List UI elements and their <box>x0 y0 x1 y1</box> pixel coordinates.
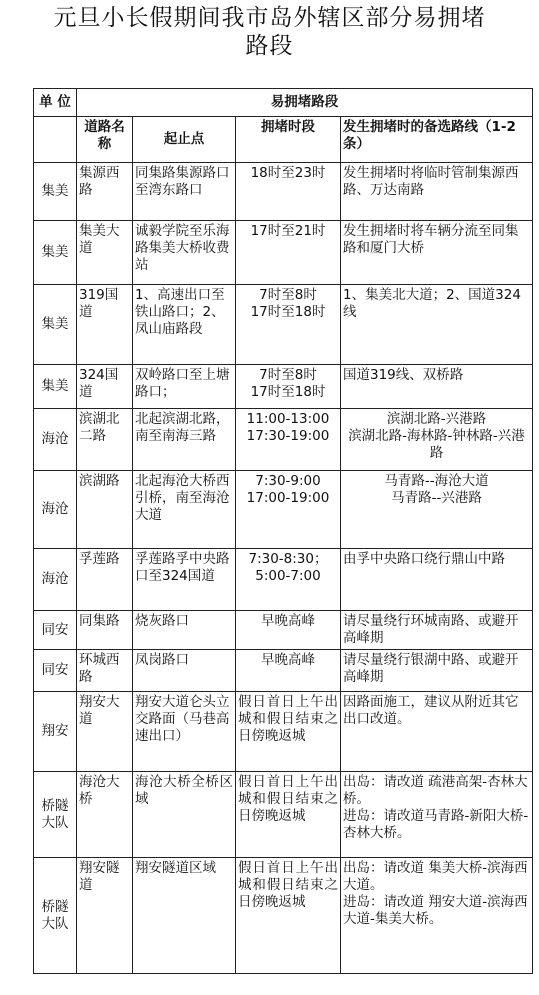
row-road-name: 滨湖北二路 <box>77 409 133 471</box>
row-time: 7时至8时 17时至18时 <box>236 285 341 365</box>
row-unit: 桥隧大队 <box>34 858 77 974</box>
row-alt-route: 滨湖北路-兴港路 滨湖北路-海林路-钟林路-兴港路 <box>341 409 533 471</box>
row-unit: 海沧 <box>34 471 77 549</box>
row-alt-route: 发生拥堵时将车辆分流至同集路和厦门大桥 <box>341 221 533 285</box>
row-alt-route: 1、集美北大道；2、国道324线 <box>341 285 533 365</box>
row-road-name: 集美大道 <box>77 221 133 285</box>
row-road-name: 集源西路 <box>77 163 133 221</box>
row-alt-route: 出岛：请改道 集美大桥-滨海西大道。 进岛：请改道 翔安大道-滨海西大道-集美大桥。 <box>341 858 533 974</box>
title-line-1: 元旦小长假期间我市岛外辖区部分易拥堵 <box>53 5 486 31</box>
row-range: 北起海沧大桥西引桥，南至海沧大道 <box>133 471 236 549</box>
row-unit: 集美 <box>34 365 77 409</box>
row-alt-route: 马青路--海沧大道 马青路--兴港路 <box>341 471 533 549</box>
row-road-name: 滨湖路 <box>77 471 133 549</box>
row-time: 7时至8时 17时至18时 <box>236 365 341 409</box>
row-time: 17时至21时 <box>236 221 341 285</box>
row-unit: 桥隧大队 <box>34 772 77 858</box>
row-alt-route: 国道319线、双桥路 <box>341 365 533 409</box>
row-unit: 集美 <box>34 163 77 221</box>
table-row <box>34 471 533 549</box>
table-row <box>34 858 533 974</box>
row-road-name: 海沧大桥 <box>77 772 133 858</box>
header-row-1 <box>34 89 533 117</box>
row-time: 假日首日上午出城和假日结束之日傍晚返城 <box>236 692 341 772</box>
row-range: 双岭路口至上塘路口； <box>133 365 236 409</box>
row-unit: 同安 <box>34 611 77 650</box>
row-time: 7:30-9:00 17:00-19:00 <box>236 471 341 549</box>
document-title <box>0 0 539 86</box>
row-range: 翔安大道仑头立交路面（马巷高速出口） <box>133 692 236 772</box>
row-alt-route: 因路面施工，建议从附近其它出口改道。 <box>341 692 533 772</box>
congestion-table <box>33 88 533 974</box>
table-row <box>34 650 533 692</box>
row-time: 18时至23时 <box>236 163 341 221</box>
row-time: 早晚高峰 <box>236 650 341 692</box>
table-row <box>34 409 533 471</box>
row-range: 凤岗路口 <box>133 650 236 692</box>
header-time: 拥堵时段 <box>236 117 341 163</box>
header-range: 起止点 <box>133 117 236 163</box>
header-blank <box>34 117 77 163</box>
row-range: 诚毅学院至乐海路集美大桥收费站 <box>133 221 236 285</box>
row-range: 1、高速出口至铁山路口；2、凤山庙路段 <box>133 285 236 365</box>
header-road: 道路名称 <box>77 117 133 163</box>
row-alt-route: 请尽量绕行环城南路、或避开高峰期 <box>341 611 533 650</box>
row-time: 7:30-8:30； 5:00-7:00 <box>236 549 341 611</box>
table-row <box>34 692 533 772</box>
row-range: 烧灰路口 <box>133 611 236 650</box>
title-line-2: 路段 <box>245 33 294 59</box>
table-row <box>34 549 533 611</box>
row-road-name: 319国道 <box>77 285 133 365</box>
row-time: 假日首日上午出城和假日结束之日傍晚返城 <box>236 858 341 974</box>
header-unit: 单 位 <box>34 89 77 117</box>
row-range: 孚莲路孚中央路口至324国道 <box>133 549 236 611</box>
row-road-name: 翔安大道 <box>77 692 133 772</box>
row-unit: 同安 <box>34 650 77 692</box>
row-alt-route: 由孚中央路口绕行鼎山中路 <box>341 549 533 611</box>
row-alt-route: 发生拥堵时将临时管制集源西路、万达南路 <box>341 163 533 221</box>
table-row <box>34 365 533 409</box>
row-unit: 海沧 <box>34 409 77 471</box>
row-time: 假日首日上午出城和假日结束之日傍晚返城 <box>236 772 341 858</box>
header-section: 易拥堵路段 <box>77 89 533 117</box>
table-row <box>34 221 533 285</box>
row-road-name: 孚莲路 <box>77 549 133 611</box>
row-unit: 集美 <box>34 285 77 365</box>
header-row-2 <box>34 117 533 163</box>
table-row <box>34 772 533 858</box>
row-alt-route: 请尽量绕行银湖中路、或避开高峰期 <box>341 650 533 692</box>
row-range: 翔安隧道区域 <box>133 858 236 974</box>
row-road-name: 翔安隧道 <box>77 858 133 974</box>
row-range: 海沧大桥全桥区域 <box>133 772 236 858</box>
table-row <box>34 285 533 365</box>
row-time: 11:00-13:00 17:30-19:00 <box>236 409 341 471</box>
row-range: 同集路集源路口至湾东路口 <box>133 163 236 221</box>
row-range: 北起滨湖北路，南至南海三路 <box>133 409 236 471</box>
header-alt: 发生拥堵时的备选路线（1-2条） <box>341 117 533 163</box>
row-unit: 海沧 <box>34 549 77 611</box>
row-unit: 集美 <box>34 221 77 285</box>
table-row <box>34 611 533 650</box>
row-unit: 翔安 <box>34 692 77 772</box>
table-row <box>34 163 533 221</box>
row-alt-route: 出岛：请改道 疏港高架-杏林大桥。 进岛：请改道马青路-新阳大桥-杏林大桥。 <box>341 772 533 858</box>
row-road-name: 环城西路 <box>77 650 133 692</box>
row-road-name: 同集路 <box>77 611 133 650</box>
row-time: 早晚高峰 <box>236 611 341 650</box>
row-road-name: 324国道 <box>77 365 133 409</box>
